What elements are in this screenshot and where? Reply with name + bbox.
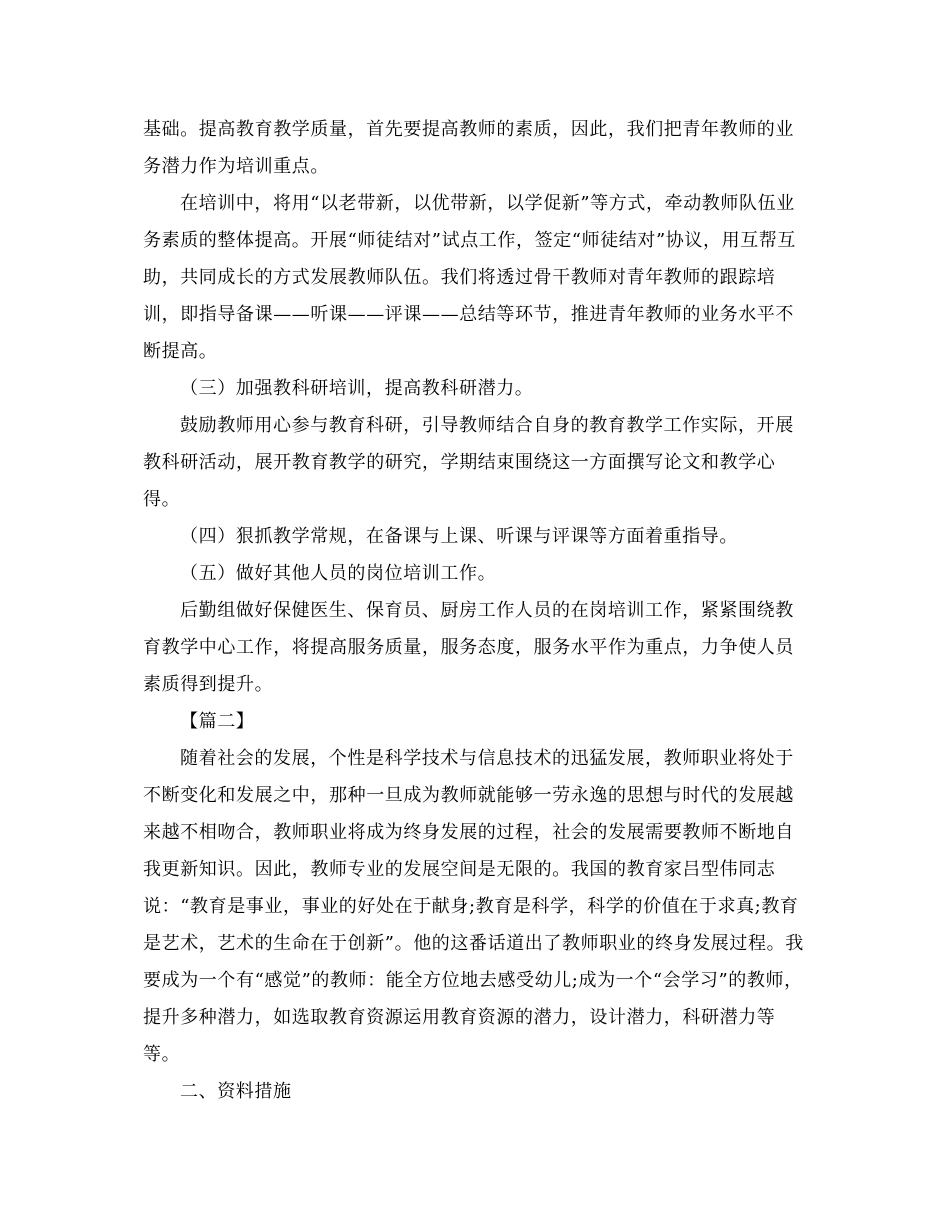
document-body (143, 111, 808, 1110)
paragraph-continuation: 基础。提高教育教学质量，首先要提高教师的素质，因此，我们把青年教师的业务潜力作为培训重点。 (143, 119, 794, 177)
paragraph-logistics-staff: 后勤组做好保健医生、保育员、厨房工作人员的在岗培训工作，紧紧围绕教育教学中心工作，将提高服务质量，服务态度，服务水平作为重点，力争使人员素质得到提升。 (143, 600, 794, 695)
paragraph-research-encouragement: 鼓励教师用心参与教育科研，引导教师结合自身的教育教学工作实际，开展教科研活动，展开教育教学的研究，学期结束围绕这一方面撰写论文和教学心得。 (143, 415, 794, 510)
section-heading-staff-training: （五）做好其他人员的岗位培训工作。 (180, 563, 497, 584)
paragraph-professional-development: 随着社会的发展，个性是科学技术与信息技术的迅猛发展，教师职业将处于不断变化和发展之中，那种一旦成为教师就能够一劳永逸的思想与时代的发展越来越不相吻合，教师职业将成为终身发展的过程，社会的发展需要教师不断地自我更新知识。因此，教师专业的发展空间是无限的。我国的教育家吕型伟同志说：“教育是事业，事业的好处在于献身;教育是科学，科学的价值在于求真;教育是艺术，艺术的生命在于创新”。他的这番话道出了教师职业的终身发展过程。我要成为一个有“感觉”的教师：能全方位地去感受幼儿;成为一个“会学习”的教师，提升多种潜力，如选取教育资源运用教育资源的潜力，设计潜力，科研潜力等等。 (143, 748, 804, 1065)
paragraph-teacher-training: 在培训中，将用“以老带新，以优带新，以学促新”等方式，牵动教师队伍业务素质的整体提高。开展“师徒结对”试点工作，签定“师徒结对”协议，用互帮互助，共同成长的方式发展教师队伍。我们将透过骨干教师对青年教师的跟踪培训，即指导备课——听课——评课——总结等环节，推进青年教师的业务水平不断提高。 (143, 193, 797, 362)
part-heading-two: 【篇二】 (180, 711, 255, 732)
section-heading-teaching-routine: （四）狠抓教学常规，在备课与上课、听课与评课等方面着重指导。 (180, 526, 738, 547)
section-heading-measures: 二、资料措施 (180, 1081, 292, 1102)
section-heading-research-training: （三）加强教科研培训，提高教科研潜力。 (180, 378, 534, 399)
